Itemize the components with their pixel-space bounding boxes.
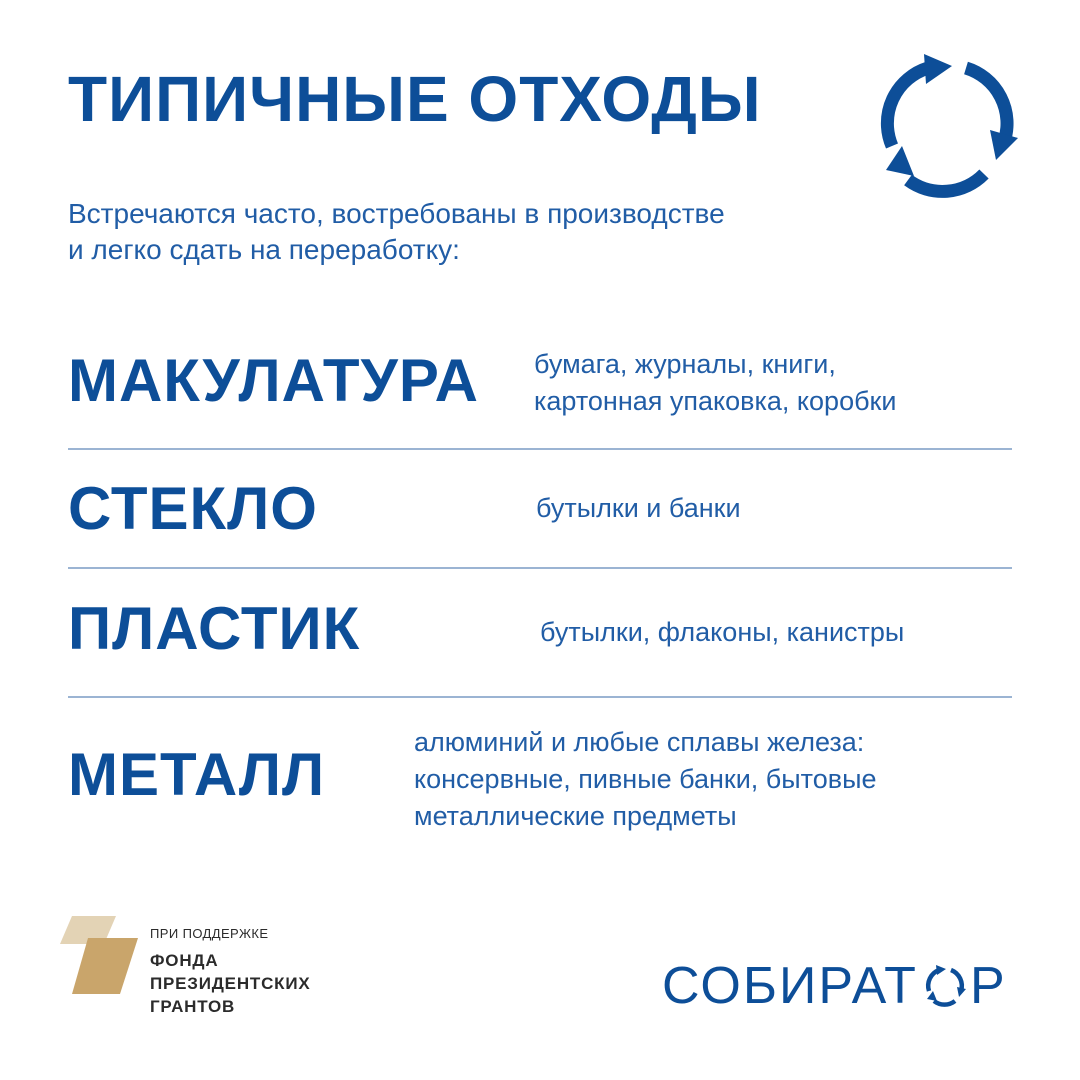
category-name-paper: МАКУЛАТУРА xyxy=(68,347,479,414)
category-name-glass: СТЕКЛО xyxy=(68,475,318,542)
category-name-plastic: ПЛАСТИК xyxy=(68,595,361,662)
category-desc-paper: бумага, журналы, книги, картонная упаковка, коробки xyxy=(534,349,897,416)
page-subtitle: Встречаются часто, востребованы в производстве и легко сдать на переработку: xyxy=(68,198,725,265)
fund-logo-icon xyxy=(58,914,142,996)
recycle-arrows-icon xyxy=(872,50,1022,200)
fund-caption: ПРИ ПОДДЕРЖКЕ ФОНДА ПРЕЗИДЕНТСКИХ ГРАНТОВ xyxy=(150,926,311,1016)
divider xyxy=(68,567,1012,569)
brand-logo: СОБИРАТ Р xyxy=(662,957,1007,1015)
category-desc-plastic: бутылки, флаконы, канистры xyxy=(540,617,905,647)
recycle-o-icon xyxy=(922,963,968,1009)
category-desc-metal: алюминий и любые сплавы железа: консервные, пивные банки, бытовые металлические предметы xyxy=(414,727,877,831)
category-name-metal: МЕТАЛЛ xyxy=(68,741,326,808)
category-desc-glass: бутылки и банки xyxy=(536,493,741,523)
page-title: ТИПИЧНЫЕ ОТХОДЫ xyxy=(68,63,762,135)
divider xyxy=(68,448,1012,450)
divider xyxy=(68,696,1012,698)
